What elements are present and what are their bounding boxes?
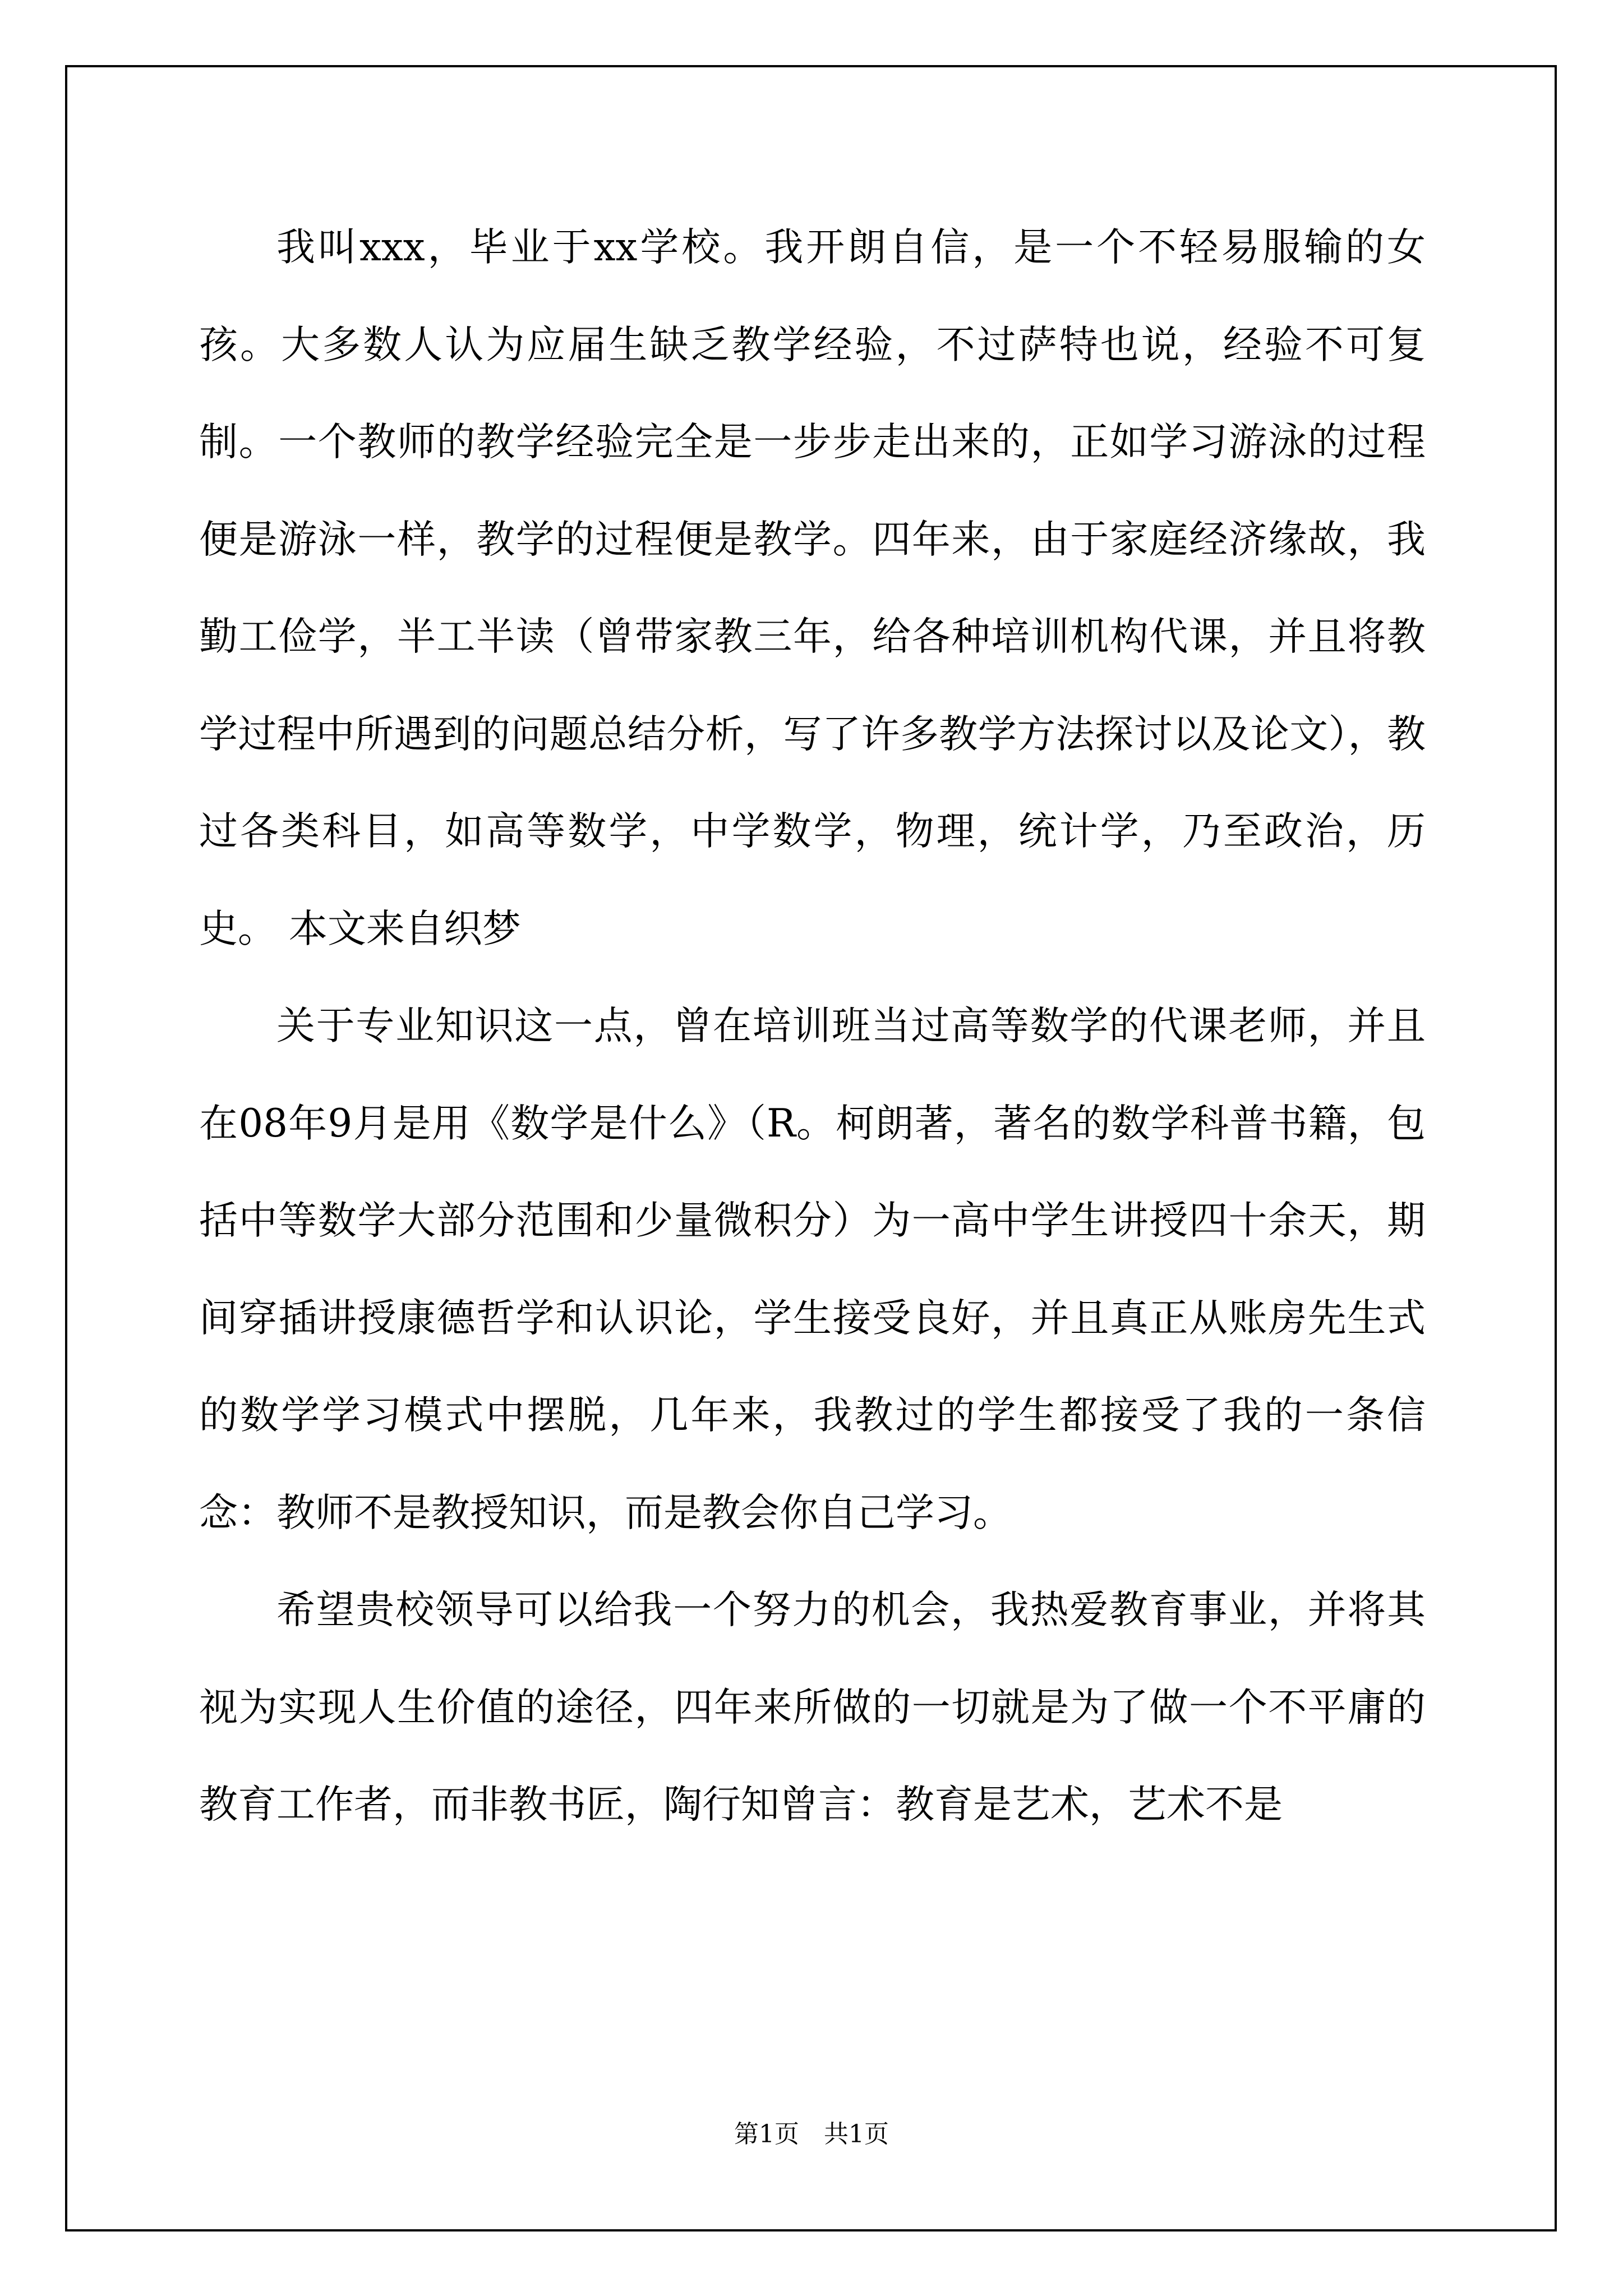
paragraph-expertise: 关于专业知识这一点，曾在培训班当过高等数学的代课老师，并且在08年9月是用《数学是什么》（R。柯朗著，著名的数学科普书籍，包括中等数学大部分范围和少量微积分）为一高中学生讲授四十余天，期间穿插讲授康德哲学和认识论，学生接受良好，并且真正从账房先生式的数学学习模式中摆脱，几年来，我教过的学生都接受了我的一条信念：教师不是教授知识，而是教会你自己学习。 <box>199 1004 1426 1535</box>
document-body <box>199 199 1426 1854</box>
page-footer: 第1页 共1页 <box>734 2120 889 2148</box>
paragraph-intro: 我叫xxx，毕业于xx学校。我开朗自信，是一个不轻易服输的女孩。大多数人认为应届生缺乏教学经验，不过萨特也说，经验不可复制。一个教师的教学经验完全是一步步走出来的，正如学习游泳的过程便是游泳一样，教学的过程便是教学。四年来，由于家庭经济缘故，我勤工俭学，半工半读（曾带家教三年，给各种培训机构代课，并且将教学过程中所遇到的问题总结分析，写了许多教学方法探讨以及论文），教过各类科目，如高等数学，中学数学，物理，统计学，乃至政治，历史。 本文来自织梦 <box>199 225 1426 951</box>
paragraph-hope: 希望贵校领导可以给我一个努力的机会，我热爱教育事业，并将其视为实现人生价值的途径，四年来所做的一切就是为了做一个不平庸的教育工作者，而非教书匠，陶行知曾言：教育是艺术，艺术不是 <box>199 1588 1426 1827</box>
